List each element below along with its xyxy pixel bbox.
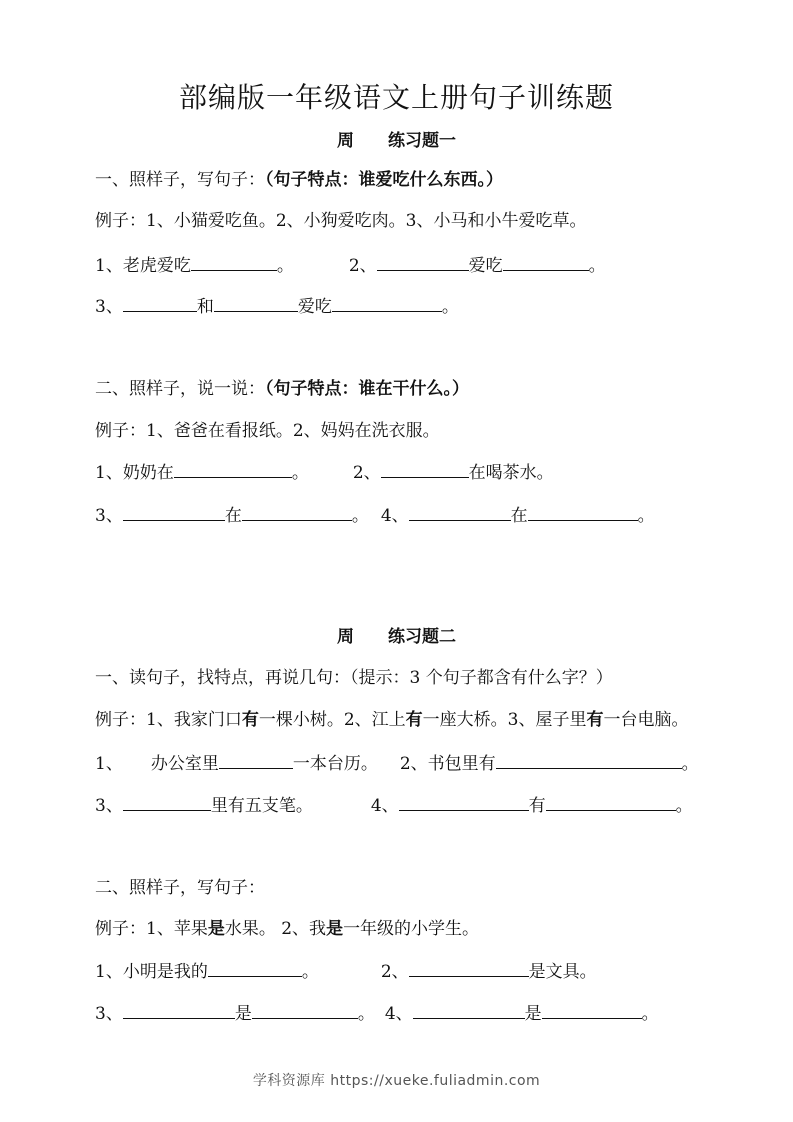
- answer-blank[interactable]: [332, 294, 442, 312]
- s1p1-row1: 1、老虎爱吃 。 2、 爱吃 。: [95, 253, 606, 278]
- answer-blank[interactable]: [123, 1001, 235, 1019]
- footer-source: 学科资源库 https://xueke.fuliadmin.com: [252, 1073, 541, 1089]
- page-title: 部编版一年级语文上册句子训练题: [178, 81, 614, 114]
- s1p1-instruction: 一、照样子，写句子：（句子特点：谁爱吃什么东西。）: [95, 170, 503, 190]
- s1p2-row2: 3、 在 。 4、 在 。: [95, 503, 655, 528]
- s2p1-instruction: 一、读句子，找特点，再说几句：（提示：3 个句子都含有什么字？）: [95, 668, 613, 688]
- s2p2-instruction: 二、照样子，写句子：: [95, 878, 265, 898]
- section2-label: 练习题二: [388, 627, 456, 647]
- answer-blank[interactable]: [542, 1001, 642, 1019]
- answer-blank[interactable]: [409, 959, 529, 977]
- answer-blank[interactable]: [399, 793, 529, 811]
- answer-blank[interactable]: [123, 503, 225, 521]
- answer-blank[interactable]: [191, 253, 277, 271]
- answer-blank[interactable]: [208, 959, 302, 977]
- s1p2-feature: （句子特点：谁在干什么。）: [265, 379, 469, 399]
- s1p1-feature: （句子特点：谁爱吃什么东西。）: [265, 170, 503, 190]
- s1p2-row1: 1、奶奶在 。 2、 在喝茶水。: [95, 460, 554, 485]
- answer-blank[interactable]: [503, 253, 589, 271]
- s1p1-example: 例子：1、小猫爱吃鱼。2、小狗爱吃肉。3、小马和小牛爱吃草。: [95, 211, 587, 231]
- answer-blank[interactable]: [123, 793, 211, 811]
- s2p2-row1: 1、小明是我的 。 2、 是文具。: [95, 959, 597, 984]
- section1-label: 练习题一: [388, 131, 456, 151]
- s2p1-row2: 3、 里有五支笔。 4、 有 。: [95, 793, 693, 818]
- s2p2-row2: 3、 是 。 4、 是 。: [95, 1001, 659, 1026]
- s2p1-row1: 1、 办公室里 一本台历。 2、书包里有 。: [95, 751, 699, 776]
- s2p2-example: 例子：1、苹果是水果。 2、我是一年级的小学生。: [95, 919, 480, 939]
- answer-blank[interactable]: [377, 253, 469, 271]
- answer-blank[interactable]: [546, 793, 676, 811]
- section1-heading: [0, 129, 793, 153]
- answer-blank[interactable]: [252, 1001, 358, 1019]
- answer-blank[interactable]: [496, 751, 682, 769]
- s1p2-example: 例子：1、爸爸在看报纸。2、妈妈在洗衣服。: [95, 421, 440, 441]
- answer-blank[interactable]: [123, 294, 197, 312]
- answer-blank[interactable]: [409, 503, 511, 521]
- answer-blank[interactable]: [413, 1001, 525, 1019]
- section2-heading: [0, 625, 793, 649]
- answer-blank[interactable]: [381, 460, 469, 478]
- answer-blank[interactable]: [219, 751, 293, 769]
- answer-blank[interactable]: [242, 503, 352, 521]
- answer-blank[interactable]: [214, 294, 298, 312]
- section1-week: 周: [337, 131, 354, 151]
- s1p2-instruction: 二、照样子，说一说：（句子特点：谁在干什么。）: [95, 379, 469, 399]
- s2p1-example: 例子：1、我家门口有一棵小树。2、江上有一座大桥。3、屋子里有一台电脑。: [95, 710, 689, 730]
- s1p1-row2: 3、 和 爱吃 。: [95, 294, 459, 319]
- section2-week: 周: [337, 627, 354, 647]
- answer-blank[interactable]: [174, 460, 292, 478]
- answer-blank[interactable]: [528, 503, 638, 521]
